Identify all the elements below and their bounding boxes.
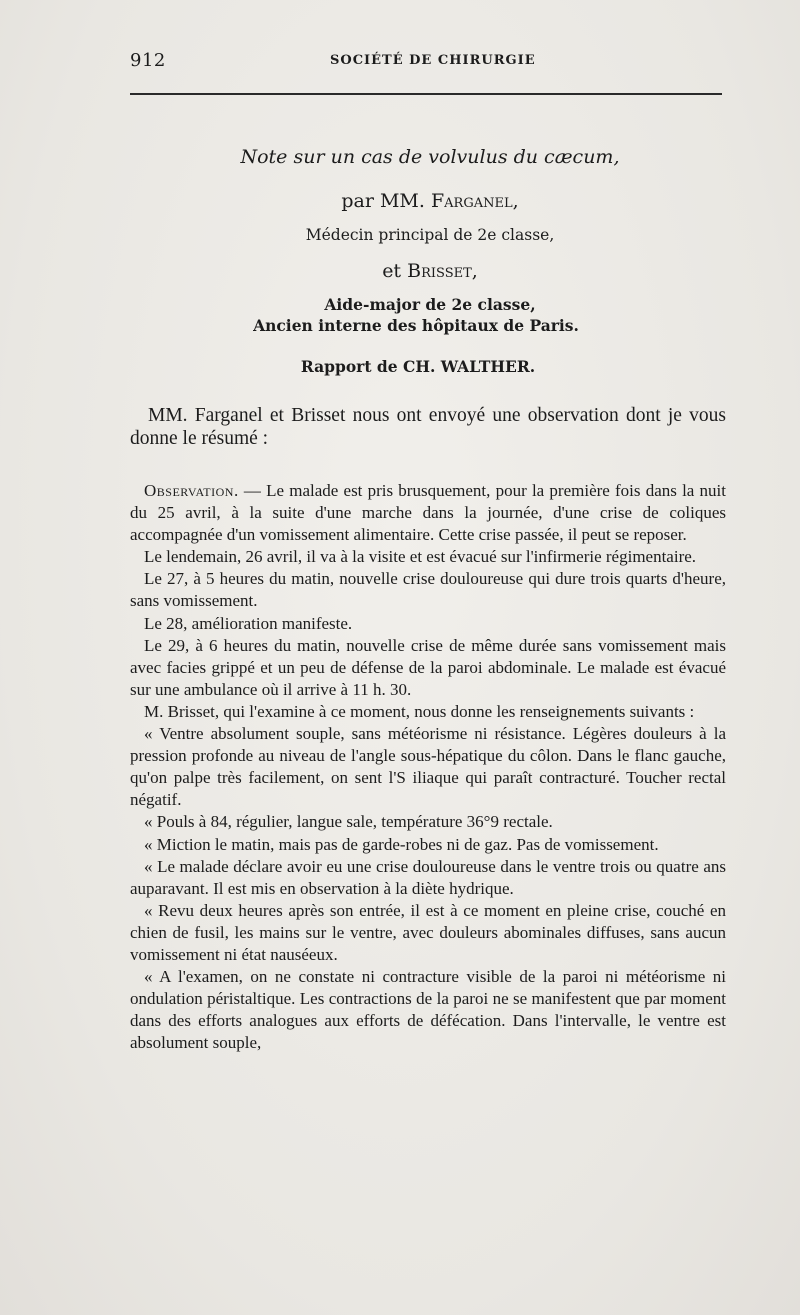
paragraph: « Pouls à 84, régulier, langue sale, température 36°9 rectale. bbox=[144, 812, 553, 832]
paragraph: Le 27, à 5 heures du matin, nouvelle crise douloureuse qui dure trois quarts d'heure, sans vomissement. bbox=[130, 569, 726, 611]
paragraph: « A l'examen, on ne constate ni contracture visible de la paroi ni météorisme ni ondulation péristaltique. Les contractions de la paroi ne se manifestent que par moment dans des efforts analogues aux efforts de défécation. Dans l'intervalle, le ventre est absolument souple, bbox=[130, 967, 726, 1053]
page-number: 912 bbox=[130, 50, 166, 71]
running-head bbox=[130, 50, 726, 74]
author-2-name: Brisset, bbox=[407, 260, 478, 282]
observation-label: Observation. bbox=[144, 481, 239, 500]
intro-paragraph: MM. Farganel et Brisset nous ont envoyé une observation dont je vous donne le résumé : bbox=[130, 405, 726, 449]
paragraph: « Miction le matin, mais pas de garde-robes ni de gaz. Pas de vomissement. bbox=[144, 834, 659, 854]
report-credit: Rapport de CH. WALTHER. bbox=[300, 357, 536, 376]
author-line-1 bbox=[0, 190, 800, 212]
author-1-name: Farganel, bbox=[430, 190, 519, 212]
paragraph: Observation. — Le malade est pris brusquement, pour la première fois dans la nuit du 25 avril, à la suite d'une marche dans la journée, d'une crise de coliques accompagnée d'un vomissement alimentaire. Cette crise passée, il peut se reposer. bbox=[130, 481, 726, 545]
author-2-affiliation-2: Ancien interne des hôpitaux de Paris. bbox=[253, 316, 579, 335]
author-1-affiliation: Médecin principal de 2e classe, bbox=[305, 226, 555, 244]
author-2-affiliation-1: Aide-major de 2e classe, bbox=[324, 295, 536, 314]
header-rule bbox=[130, 93, 722, 95]
paragraph: « Ventre absolument souple, sans météorisme ni résistance. Légères douleurs à la pression profonde au niveau de l'angle sous-hépatique du côlon. Dans le flanc gauche, qu'on palpe très facilement, on sent l'S iliaque qui paraît contracturé. Toucher rectal négatif. bbox=[130, 724, 726, 810]
author-line-2 bbox=[0, 260, 800, 282]
paragraph: Le 28, amélioration manifeste. bbox=[144, 613, 353, 633]
paragraph: Le 29, à 6 heures du matin, nouvelle crise de même durée sans vomissement mais avec facies grippé et un peu de défense de la paroi abdominale. Le malade est évacué sur une ambulance où il arrive à 11 h. 30. bbox=[130, 635, 726, 699]
et-label: et bbox=[382, 260, 402, 282]
paragraph: Le lendemain, 26 avril, il va à la visite et est évacué sur l'infirmerie régimentaire. bbox=[144, 547, 697, 567]
observation-body bbox=[130, 480, 726, 1054]
running-title: SOCIÉTÉ DE CHIRURGIE bbox=[330, 53, 536, 68]
paragraph: « Le malade déclare avoir eu une crise douloureuse dans le ventre trois ou quatre ans auparavant. Il est mis en observation à la diète hydrique. bbox=[130, 856, 726, 898]
par-label: par MM. bbox=[341, 190, 425, 212]
article-title: Note sur un cas de volvulus du cæcum, bbox=[240, 146, 620, 168]
paragraph: M. Brisset, qui l'examine à ce moment, nous donne les renseignements suivants : bbox=[144, 701, 695, 721]
paragraph: « Revu deux heures après son entrée, il est à ce moment en pleine crise, couché en chien de fusil, les mains sur le ventre, avec douleurs abominales diffuses, sans aucun vomissement ni état nauséeux. bbox=[130, 900, 726, 964]
